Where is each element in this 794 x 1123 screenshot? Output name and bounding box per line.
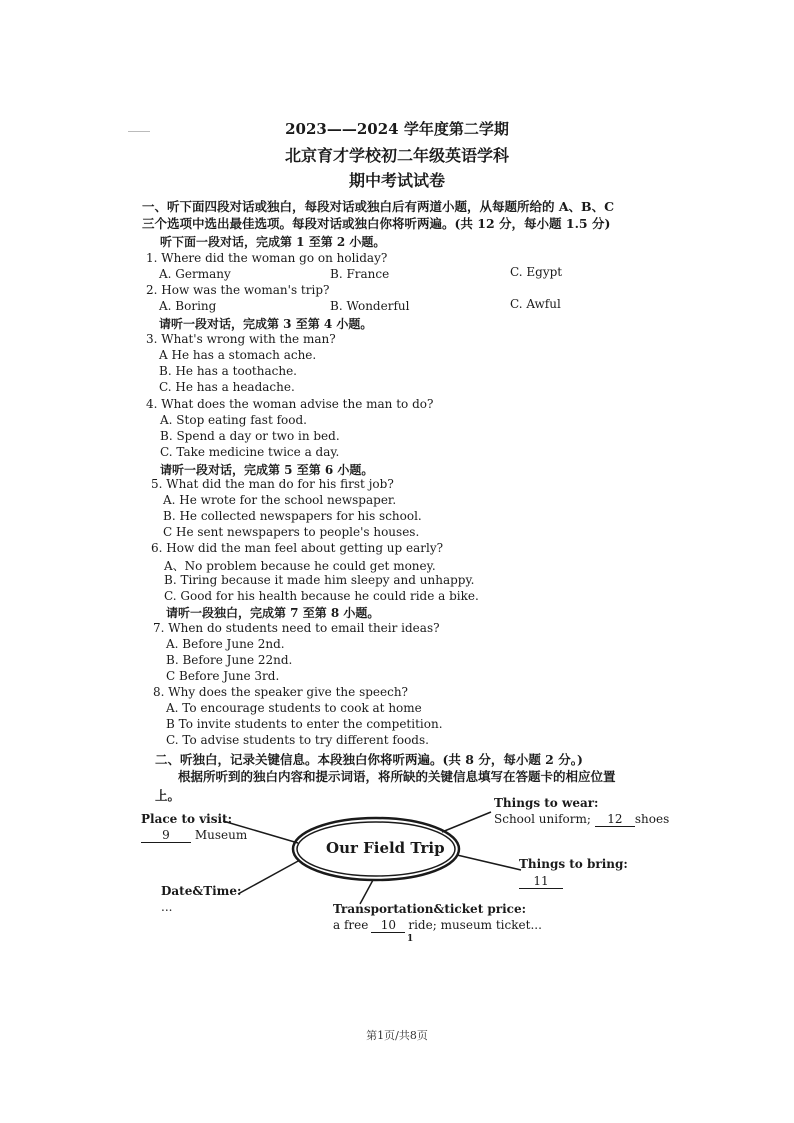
transport-suffix: ride; museum ticket... [408, 918, 542, 932]
question-7: 7. When do students need to email their ideas? [153, 621, 440, 635]
place-line [141, 828, 247, 843]
question-3-option-a: A He has a stomach ache. [159, 348, 317, 362]
section1-title-line1: 一、听下面四段对话或独白，每段对话或独白后有两道小题，从每题所给的 A、B、C [142, 199, 615, 214]
question-3-option-b: B. He has a toothache. [159, 364, 297, 378]
wear-line [494, 812, 669, 827]
question-6-option-c: C. Good for his health because he could ride a bike. [164, 589, 479, 603]
question-8-option-b: B To invite students to enter the competition. [166, 717, 443, 731]
instruction-4: 请听一段独白，完成第 7 至第 8 小题。 [166, 606, 380, 620]
instruction-3: 请听一段对话，完成第 5 至第 6 小题。 [160, 463, 374, 477]
question-7-option-c: C Before June 3rd. [166, 669, 280, 683]
question-4: 4. What does the woman advise the man to do? [146, 397, 434, 411]
page-number: 1 [407, 934, 414, 944]
connector-transport [360, 880, 373, 904]
question-5: 5. What did the man do for his first job? [151, 477, 394, 491]
instruction-1: 听下面一段对话，完成第 1 至第 2 小题。 [160, 235, 386, 249]
question-2: 2. How was the woman's trip? [146, 283, 330, 297]
header-school: 北京育才学校初二年级英语学科 [284, 146, 509, 165]
section2-title: 二、听独白，记录关键信息。本段独白你将听两遍。(共 8 分，每小题 2 分。) [155, 752, 583, 767]
mindmap-center-label: Our Field Trip [326, 839, 445, 857]
question-4-option-a: A. Stop eating fast food. [160, 413, 307, 427]
instruction-2: 请听一段对话，完成第 3 至第 4 小题。 [159, 317, 373, 331]
header-term: 2023——2024 学年度第二学期 [285, 120, 509, 138]
connector-wear [442, 812, 491, 832]
page-footer: 第1页/共8页 [366, 1029, 428, 1042]
transport-label: Transportation&ticket price: [333, 902, 527, 916]
section1-title-line2: 三个选项中选出最佳选项。每段对话或独白你将听两遍。(共 12 分，每小题 1.5 分) [142, 216, 611, 231]
section2-desc-line2: 上。 [155, 788, 181, 803]
place-suffix: Museum [194, 828, 248, 842]
section2-desc-line1: 根据所听到的独白内容和提示词语，将所缺的关键信息填写在答题卡的相应位置 [178, 769, 616, 784]
transport-blank: 10 [371, 918, 405, 933]
question-5-option-b: B. He collected newspapers for his school. [163, 509, 422, 523]
transport-prefix: a free [333, 918, 369, 932]
question-2-option-b: B. Wonderful [330, 299, 410, 313]
wear-suffix: shoes [634, 812, 670, 826]
question-4-option-b: B. Spend a day or two in bed. [160, 429, 340, 443]
question-3-option-c: C. He has a headache. [159, 380, 295, 394]
question-1-option-b: B. France [330, 267, 390, 281]
question-8-option-c: C. To advise students to try different foods. [166, 733, 429, 747]
question-6-option-a: A、No problem because he could get money. [164, 559, 436, 573]
question-4-option-c: C. Take medicine twice a day. [160, 445, 340, 459]
bring-blank: 11 [519, 874, 563, 889]
wear-prefix: School uniform; [494, 812, 591, 826]
question-7-option-b: B. Before June 22nd. [166, 653, 293, 667]
place-blank: 9 [141, 828, 191, 843]
date-value: ... [161, 900, 173, 914]
question-8: 8. Why does the speaker give the speech? [153, 685, 408, 699]
question-1-option-c: C. Egypt [510, 265, 563, 279]
question-7-option-a: A. Before June 2nd. [166, 637, 285, 651]
question-3: 3. What's wrong with the man? [146, 332, 336, 346]
header-exam-title: 期中考试试卷 [348, 171, 445, 190]
question-5-option-c: C He sent newspapers to people's houses. [163, 525, 420, 539]
date-label: Date&Time: [161, 884, 242, 898]
question-8-option-a: A. To encourage students to cook at home [166, 701, 422, 715]
question-1: 1. Where did the woman go on holiday? [146, 251, 388, 265]
bring-label: Things to bring: [519, 857, 628, 871]
wear-label: Things to wear: [494, 796, 599, 810]
question-6: 6. How did the man feel about getting up early? [151, 541, 444, 555]
connector-bring [457, 855, 521, 870]
question-2-option-a: A. Boring [159, 299, 217, 313]
connector-date [238, 860, 300, 894]
question-1-option-a: A. Germany [159, 267, 231, 281]
question-2-option-c: C. Awful [510, 297, 561, 311]
place-label: Place to visit: [141, 812, 233, 826]
wear-blank: 12 [595, 812, 635, 827]
transport-line [333, 918, 542, 933]
question-6-option-b: B. Tiring because it made him sleepy and unhappy. [164, 573, 475, 587]
question-5-option-a: A. He wrote for the school newspaper. [163, 493, 397, 507]
